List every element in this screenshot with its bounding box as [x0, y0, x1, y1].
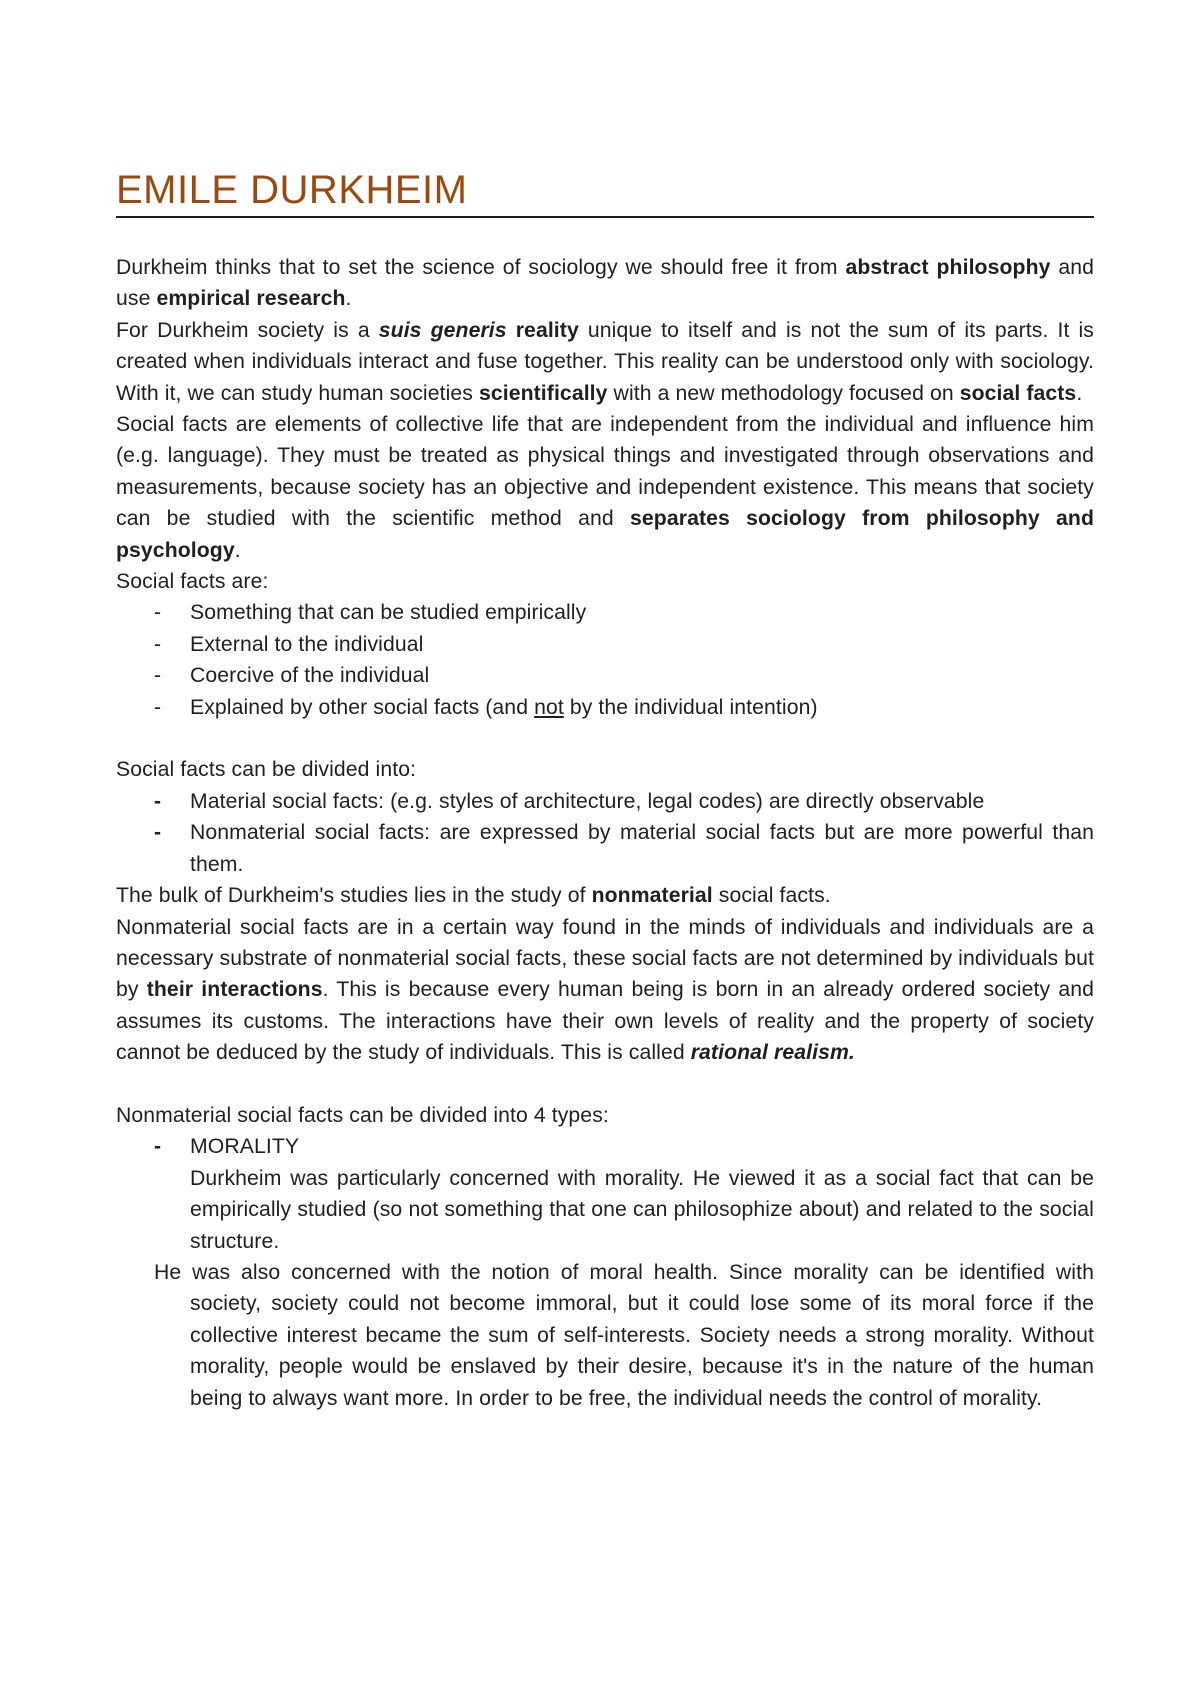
list-item-text: Material social facts: (e.g. styles of architecture, legal codes) are directly observable: [190, 789, 985, 813]
blank-line: [116, 1069, 1094, 1100]
types-intro: Nonmaterial social facts can be divided into 4 types:: [116, 1103, 609, 1127]
dash-bullet: -: [154, 789, 162, 813]
bold-text: social facts: [959, 381, 1077, 405]
text: . This is because every human being is born in an already ordered society and assumes its customs. The interactions have their own levels of reality and the property of society cannot be deduced by the study of individuals. This is called: [116, 978, 1094, 1065]
text: .: [234, 538, 241, 562]
list-item: [116, 786, 1094, 817]
paragraph-society: [116, 315, 1094, 409]
bold-text: reality: [506, 318, 579, 342]
bold-text: scientifically: [478, 381, 608, 405]
text: Social facts are elements of collective life that are independent from the individual and influence him (e.g. language). They must be treated as physical things and investigated through observations and measurements, because society has an objective and independent existence. This means that society can be studied with the scientific method and: [116, 413, 1094, 531]
types-list: [116, 1131, 1094, 1162]
list-item-text: by the individual intention): [563, 695, 818, 719]
social-facts-list: [116, 597, 1094, 723]
text: The bulk of Durkheim's studies lies in the study of: [116, 884, 592, 908]
list-item-text: Explained by other social facts (and: [190, 695, 535, 719]
paragraph-bulk: [116, 880, 1094, 911]
morality-health: He was also concerned with the notion of moral health. Since morality can be identified with society, society could not become immoral, but it could lose some of its moral force if the collective interest became the sum of self-interests. Society needs a strong morality. Without morality, people would be enslaved by their desire, because it's in the nature of the human being to always want more. In order to be free, the individual needs the control of morality.: [154, 1260, 1094, 1410]
paragraph-nonmaterial: [116, 912, 1094, 1069]
divided-list: [116, 786, 1094, 880]
paragraph-intro: [116, 252, 1094, 315]
bold-italic-text: suis generis: [378, 318, 507, 342]
dash-bullet: -: [154, 821, 162, 845]
underlined-text: not: [534, 695, 564, 719]
text: Durkheim thinks that to set the science of sociology we should free it from: [116, 256, 846, 279]
bold-text: their interactions: [146, 978, 323, 1002]
blank-line: [116, 723, 1094, 754]
text: For Durkheim society is a: [116, 318, 379, 342]
list-item-text: Nonmaterial social facts: are expressed by material social facts but are more powerful than them.: [190, 821, 1094, 876]
list-item: [116, 1131, 1094, 1162]
title-spacer: [116, 218, 1094, 252]
list-item-heading: MORALITY: [190, 1135, 300, 1159]
text: social facts.: [712, 884, 831, 908]
text: Nonmaterial social facts are in a certain way found in the minds of individuals and individuals are a necessary substrate of nonmaterial social facts, these social facts are not determined by individuals but by: [116, 915, 1094, 1002]
social-facts-intro: Social facts are:: [116, 570, 269, 594]
list-item: [116, 660, 1094, 691]
list-item: [116, 597, 1094, 628]
text: .: [1076, 381, 1083, 405]
bold-text: nonmaterial: [591, 884, 713, 908]
dash-bullet: -: [154, 1135, 162, 1159]
list-item-text: External to the individual: [190, 632, 424, 656]
dash-bullet: -: [154, 601, 162, 625]
bold-text: empirical research: [156, 287, 346, 311]
bold-text: abstract philosophy: [845, 256, 1051, 279]
list-item-text: Something that can be studied empirically: [190, 601, 587, 625]
morality-body: Durkheim was particularly concerned with morality. He viewed it as a social fact that can be empirically studied (so not something that one can philosophize about) and related to the social structure.: [190, 1166, 1094, 1253]
text: and use: [116, 256, 1094, 311]
divided-intro: Social facts can be divided into:: [116, 758, 417, 782]
list-item: [116, 817, 1094, 880]
text: unique to itself and is not the sum of its parts. It is created when individuals interact and fuse together. This reality can be understood only with sociology. With it, we can study human societies: [116, 318, 1094, 405]
paragraph-social-facts: [116, 409, 1094, 566]
list-item: [116, 629, 1094, 660]
text: .: [345, 287, 352, 311]
list-item-text: Coercive of the individual: [190, 664, 430, 688]
document-page: [116, 168, 1094, 1414]
dash-bullet: -: [154, 664, 162, 688]
list-item: [116, 692, 1094, 723]
text: with a new methodology focused on: [607, 381, 960, 405]
dash-bullet: -: [154, 695, 162, 719]
dash-bullet: -: [154, 632, 162, 656]
page-title: EMILE DURKHEIM: [116, 168, 1094, 218]
bold-text: separates sociology from philosophy and psychology: [116, 507, 1094, 562]
bold-italic-text: rational realism.: [690, 1041, 855, 1065]
